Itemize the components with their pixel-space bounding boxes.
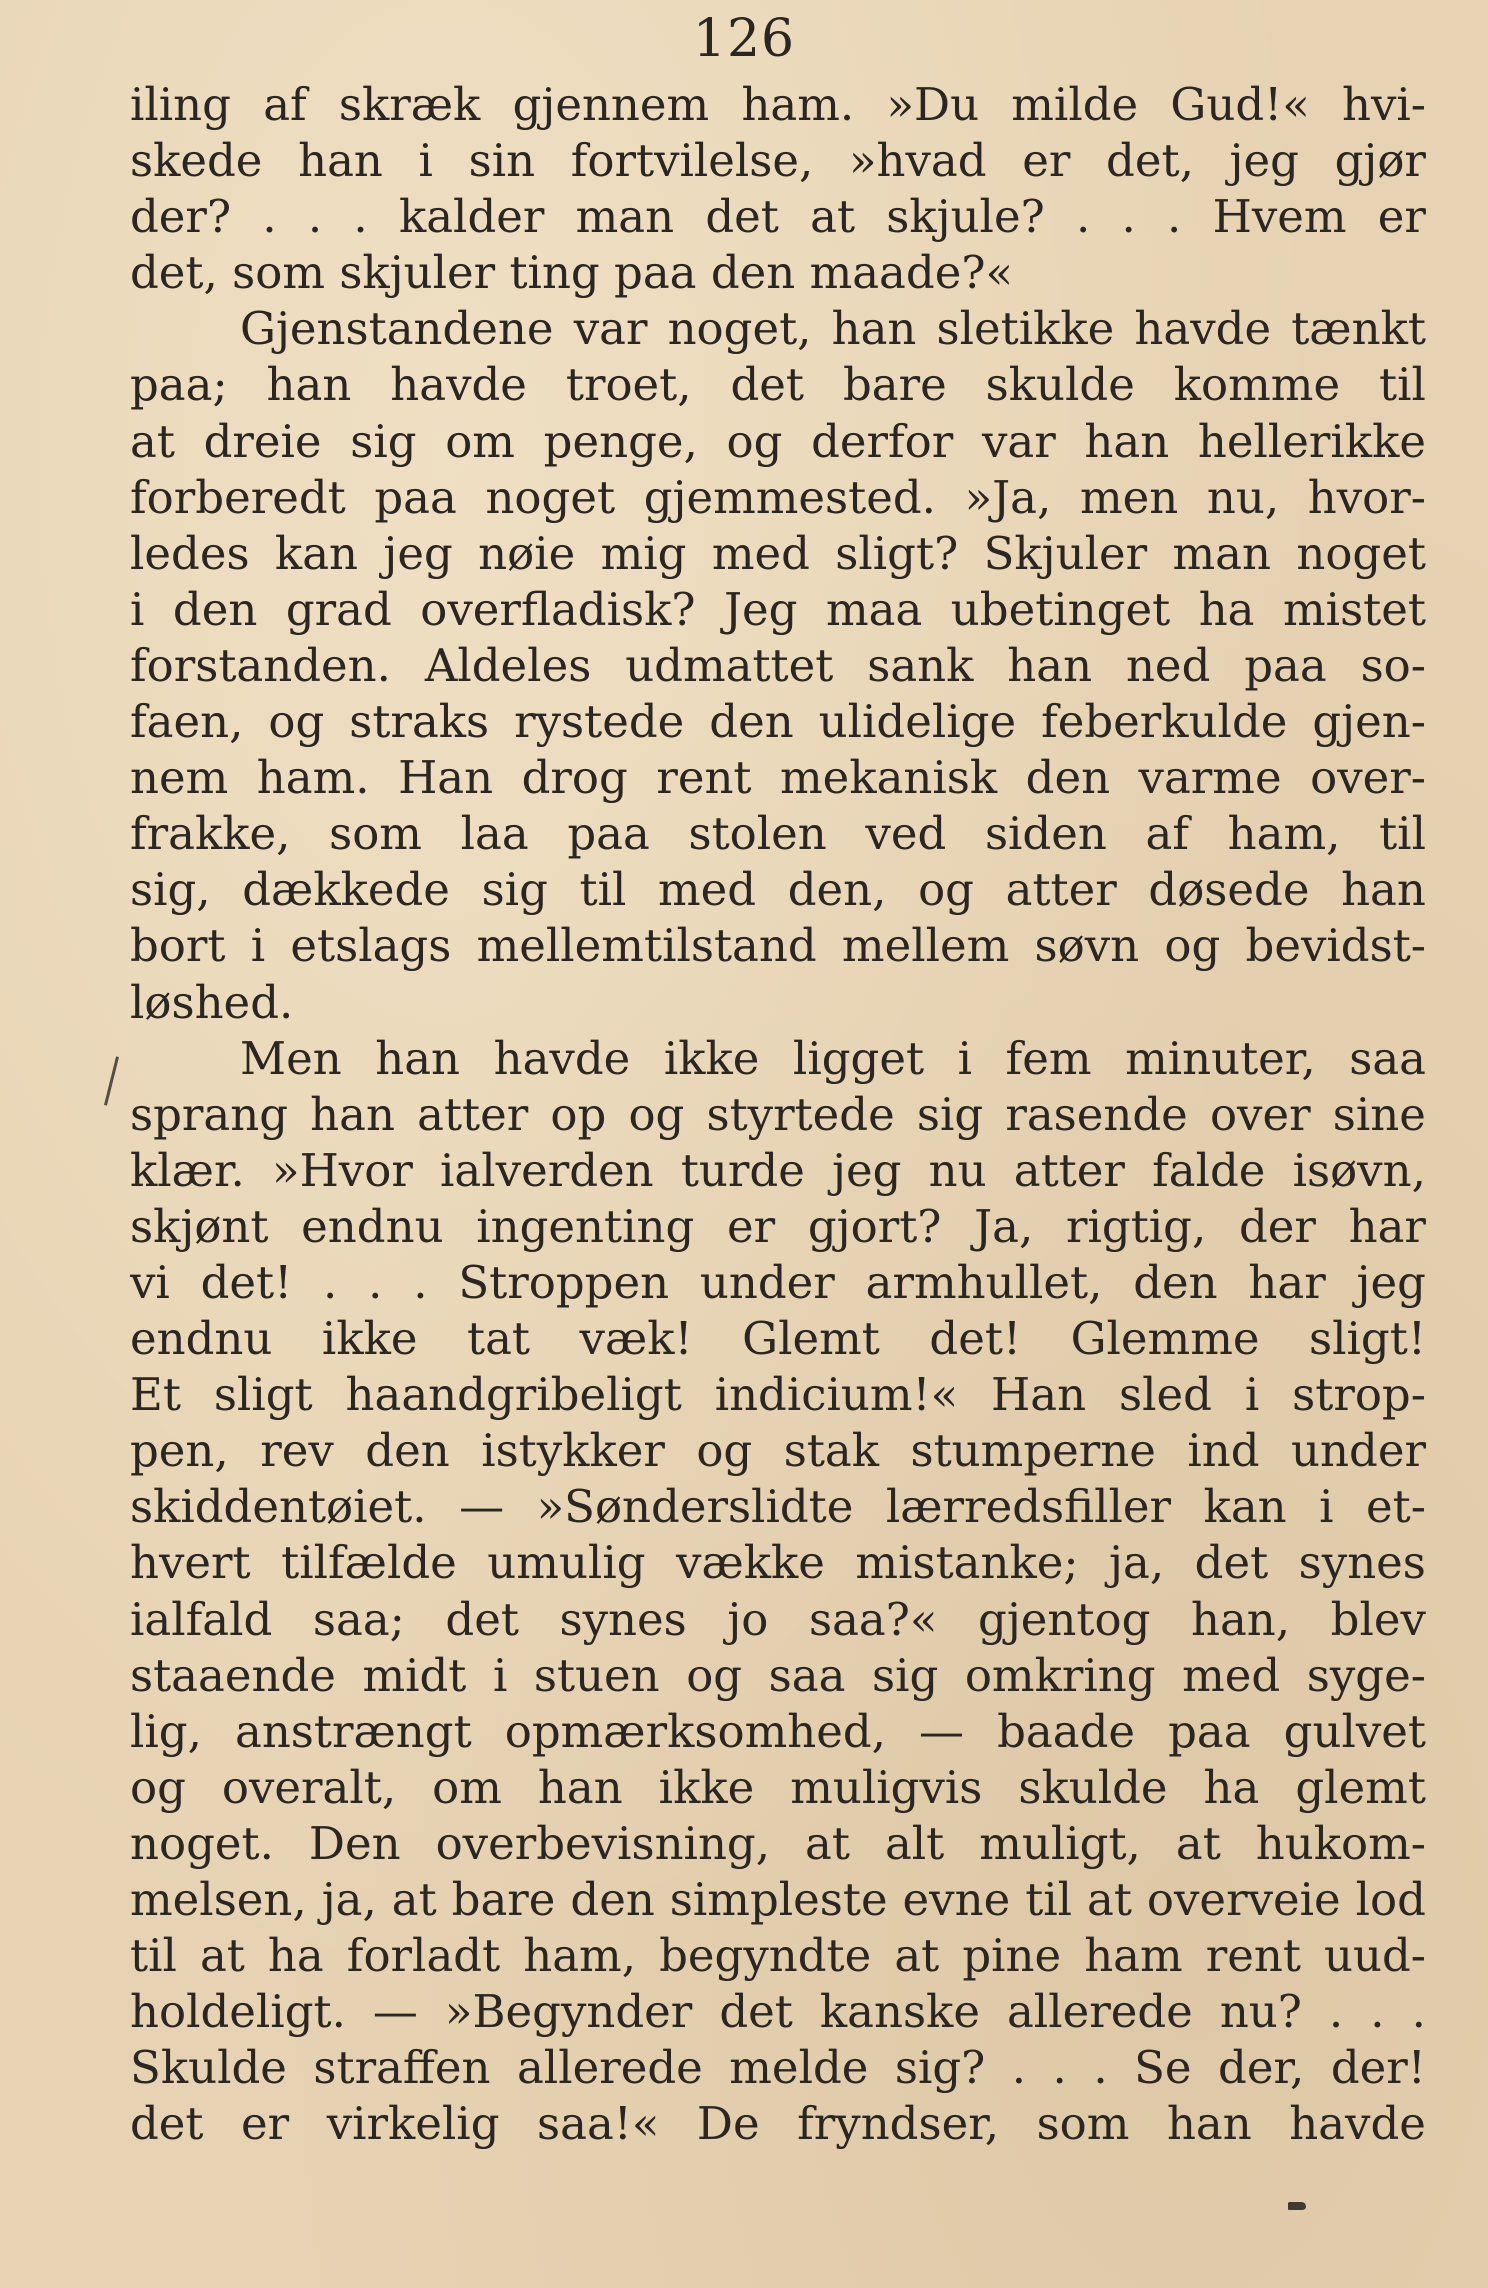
text-line: forberedt paa noget gjemmested. »Ja, men nu, hvor- <box>130 470 1426 524</box>
text-line: noget. Den overbevisning, at alt muligt, at hukom- <box>130 1816 1426 1870</box>
text-line: nem ham. Han drog rent mekanisk den varme over- <box>130 751 1426 805</box>
text-line: forstanden. Aldeles udmattet sank han ned paa so- <box>130 638 1426 692</box>
text-line: skede han i sin fortvilelse, »hvad er det, jeg gjør <box>130 134 1426 188</box>
text-line: endnu ikke tat væk! Glemt det! Glemme sligt! <box>130 1312 1426 1366</box>
text-line: hvert tilfælde umulig vække mistanke; ja, det synes <box>130 1536 1426 1590</box>
text-line: faen, og straks rystede den ulidelige feberkulde gjen- <box>130 695 1426 749</box>
text-line: holdeligt. — »Begynder det kanske allerede nu? . . . <box>130 1985 1426 2039</box>
text-line: klær. »Hvor ialverden turde jeg nu atter falde isøvn, <box>130 1143 1426 1197</box>
text-line: Men han havde ikke ligget i fem minuter, saa <box>240 1031 1426 1085</box>
text-line: Et sligt haandgribeligt indicium!« Han sled i strop- <box>130 1368 1426 1422</box>
text-line: i den grad overfladisk? Jeg maa ubetinget ha mistet <box>130 582 1426 636</box>
text-line: løshed. <box>130 975 294 1029</box>
text-line: frakke, som laa paa stolen ved siden af ham, til <box>130 807 1426 861</box>
text-line: Gjenstandene var noget, han sletikke havde tænkt <box>240 302 1426 356</box>
text-line: ialfald saa; det synes jo saa?« gjentog han, blev <box>130 1592 1426 1646</box>
text-line: skiddentøiet. — »Sønderslidte lærredsfiller kan i et- <box>130 1480 1426 1534</box>
text-line: det, som skjuler ting paa den maade?« <box>130 246 1013 300</box>
text-line: at dreie sig om penge, og derfor var han hellerikke <box>130 414 1426 468</box>
text-line: skjønt endnu ingenting er gjort? Ja, rigtig, der har <box>130 1199 1426 1253</box>
text-line: paa; han havde troet, det bare skulde komme til <box>130 358 1426 412</box>
ink-smudge-mark <box>1288 2202 1306 2210</box>
text-line: ledes kan jeg nøie mig med sligt? Skjuler man noget <box>130 526 1426 580</box>
text-line: til at ha forladt ham, begyndte at pine ham rent uud- <box>130 1929 1426 1983</box>
text-line: der? . . . kalder man det at skjule? . . . Hvem er <box>130 190 1426 244</box>
text-line: iling af skræk gjennem ham. »Du milde Gud!« hvi- <box>130 78 1426 131</box>
text-line: vi det! . . . Stroppen under armhullet, den har jeg <box>130 1255 1426 1309</box>
text-line: sprang han atter op og styrtede sig rasende over sine <box>130 1087 1426 1141</box>
text-line: pen, rev den istykker og stak stumperne ind under <box>130 1424 1426 1478</box>
text-line: bort i etslags mellemtilstand mellem søvn og bevidst- <box>130 919 1426 973</box>
page-number: 126 <box>692 9 796 69</box>
margin-pencil-mark <box>104 1056 119 1105</box>
text-line: og overalt, om han ikke muligvis skulde ha glemt <box>130 1760 1426 1814</box>
text-line: melsen, ja, at bare den simpleste evne til at overveie lod <box>130 1873 1426 1926</box>
text-line: sig, dækkede sig til med den, og atter døsede han <box>130 863 1426 917</box>
text-line: lig, anstrængt opmærksomhed, — baade paa gulvet <box>130 1704 1426 1758</box>
text-line: det er virkelig saa!« De fryndser, som han havde <box>130 2097 1426 2151</box>
body-text <box>130 77 1426 2152</box>
text-line: Skulde straffen allerede melde sig? . . . Se der, der! <box>130 2041 1426 2095</box>
text-line: staaende midt i stuen og saa sig omkring med syge- <box>130 1648 1426 1702</box>
